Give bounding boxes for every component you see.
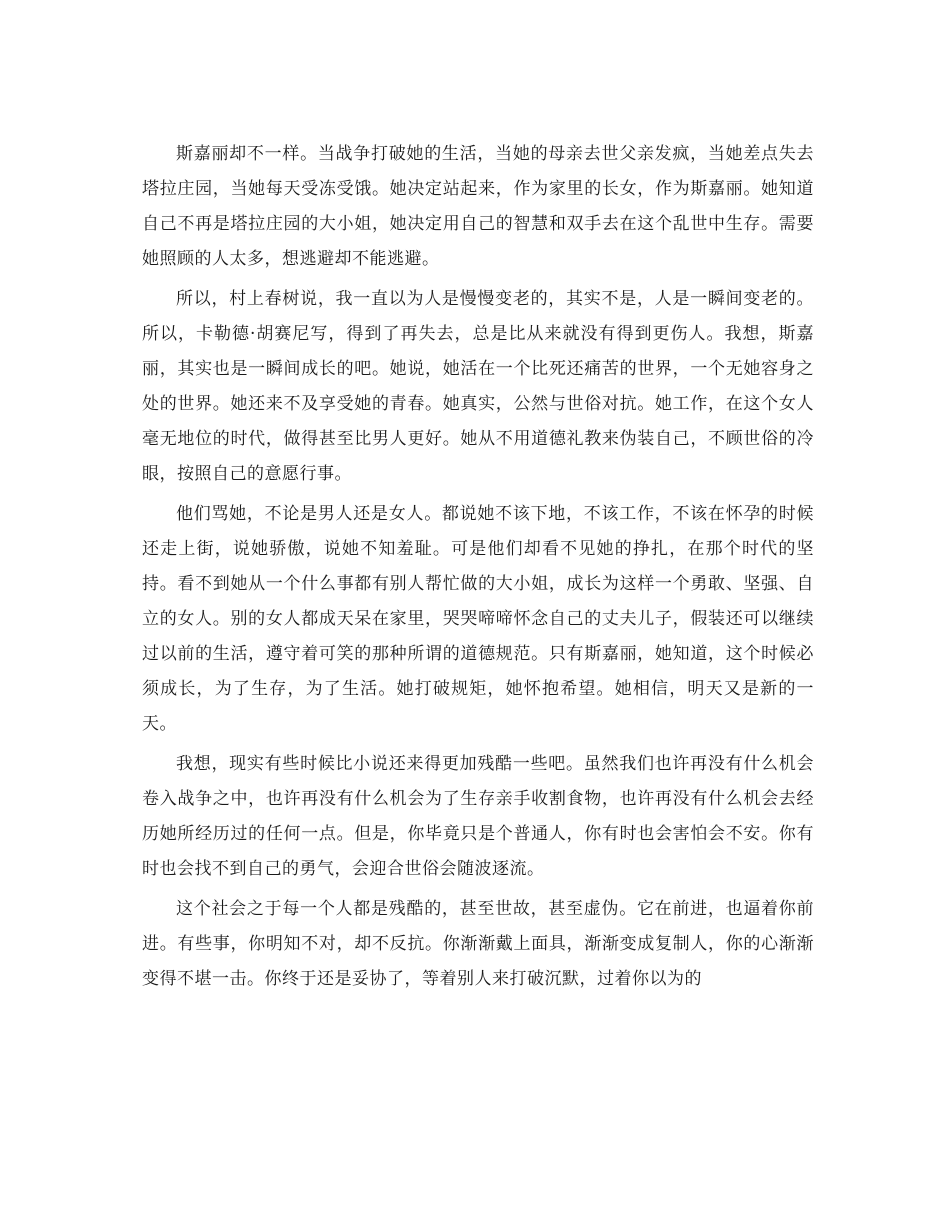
paragraph: 我想，现实有些时候比小说还来得更加残酷一些吧。虽然我们也许再没有什么机会卷入战争之中，也许再没有什么机会为了生存亲手收割食物，也许再没有什么机会去经历她所经历过的任何一点。但是，你毕竟只是个普通人，你有时也会害怕会不安。你有时也会找不到自己的勇气，会迎合世俗会随波逐流。 [142, 754, 814, 879]
paragraph: 斯嘉丽却不一样。当战争打破她的生活，当她的母亲去世父亲发疯，当她差点失去塔拉庄园，当她每天受冻受饿。她决定站起来，作为家里的长女，作为斯嘉丽。她知道自己不再是塔拉庄园的大小姐，她决定用自己的智慧和双手去在这个乱世中生存。需要她照顾的人太多，想逃避却不能逃避。 [142, 144, 814, 269]
paragraph: 他们骂她，不论是男人还是女人。都说她不该下地，不该工作，不该在怀孕的时候还走上街，说她骄傲，说她不知羞耻。可是他们却看不见她的挣扎，在那个时代的坚持。看不到她从一个什么事都有别人帮忙做的大小姐，成长为这样一个勇敢、坚强、自立的女人。别的女人都成天呆在家里，哭哭啼啼怀念自己的丈夫儿子，假装还可以继续过以前的生活，遵守着可笑的那种所谓的道德规范。只有斯嘉丽，她知道，这个时候必须成长，为了生存，为了生活。她打破规矩，她怀抱希望。她相信，明天又是新的一天。 [142, 504, 814, 734]
paragraph: 这个社会之于每一个人都是残酷的，甚至世故，甚至虚伪。它在前进，也逼着你前进。有些事，你明知不对，却不反抗。你渐渐戴上面具，渐渐变成复制人，你的心渐渐变得不堪一击。你终于还是妥协了，等着别人来打破沉默，过着你以为的 [142, 899, 814, 989]
paragraph: 所以，村上春树说，我一直以为人是慢慢变老的，其实不是，人是一瞬间变老的。所以，卡勒德·胡赛尼写，得到了再失去，总是比从来就没有得到更伤人。我想，斯嘉丽，其实也是一瞬间成长的吧。她说，她活在一个比死还痛苦的世界，一个无她容身之处的世界。她还来不及享受她的青春。她真实，公然与世俗对抗。她工作，在这个女人毫无地位的时代，做得甚至比男人更好。她从不用道德礼教来伪装自己，不顾世俗的冷眼，按照自己的意愿行事。 [142, 289, 814, 484]
document-body [142, 137, 814, 997]
